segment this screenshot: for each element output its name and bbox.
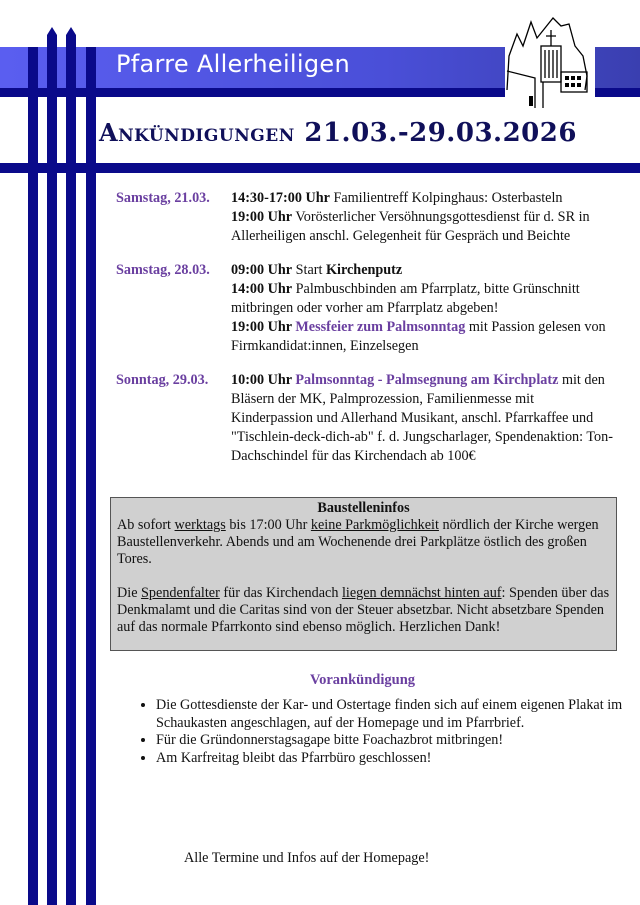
- event-day: [116, 189, 616, 247]
- decor-bar: [28, 47, 38, 905]
- decor-bar: [47, 27, 57, 905]
- event-text: Start: [292, 261, 326, 278]
- title-prefix: Ankündigungen: [99, 118, 295, 147]
- event-date: Samstag, 21.03.: [116, 190, 210, 206]
- heading-underline: [0, 163, 640, 173]
- church-logo-icon: [505, 16, 595, 108]
- page-title: [99, 118, 577, 148]
- event-text: mit Passion gelesen von Firmkandidat:innen, Einzelsegen: [231, 319, 606, 355]
- footer-note: Alle Termine und Infos auf der Homepage!: [184, 850, 430, 866]
- event-text: Palmbuschbinden am Pfarrplatz, bitte Grünschnitt mitbringen oder vorher am Pfarrplatz abgeben!: [231, 280, 580, 317]
- box-paragraph: Ab sofort werktags bis 17:00 Uhr keine Parkmöglichkeit nördlich der Kirche wergen Baustellenverkehr. Abends und am Wochenende drei Parkplätze östlich des großen Tores.: [117, 517, 599, 567]
- event-day: [116, 371, 616, 467]
- event-time: 14:30-17:00 Uhr: [231, 190, 330, 206]
- event-time: 10:00 Uhr: [231, 371, 292, 388]
- site-title: Pfarre Allerheiligen: [116, 50, 350, 78]
- event-day: [116, 261, 616, 357]
- construction-info-box: [110, 497, 617, 651]
- event-highlight: Messfeier zum Palmsonntag: [291, 319, 466, 336]
- box-title: Baustelleninfos: [317, 500, 410, 516]
- title-dates: 21.03.-29.03.2026: [304, 118, 577, 148]
- event-highlight: Kirchenputz: [325, 261, 403, 278]
- decor-bar: [86, 47, 96, 905]
- event-time: 19:00 Uhr: [231, 209, 293, 226]
- box-paragraph: Die Spendenfalter für das Kirchendach liegen demnächst hinten auf: Spenden über das Denkmalamt und die Caritas sind von der Steuer absetzbar. Nicht absetzbare Spenden auf das normale Pfarrkonto sind ebenso möglich. Herzlichen Dank!: [117, 585, 610, 635]
- events-list: [116, 189, 616, 481]
- event-highlight: Palmsonntag - Palmsegnung am Kirchplatz: [291, 371, 559, 388]
- event-date: Sonntag, 29.03.: [116, 371, 209, 388]
- decor-bar: [66, 27, 76, 905]
- event-time: 14:00 Uhr: [231, 280, 293, 297]
- list-item: • Am Karfreitag bleibt das Pfarrbüro geschlossen!: [156, 750, 626, 768]
- event-time: 19:00 Uhr: [231, 319, 292, 336]
- event-text: Familientreff Kolpinghaus: Osterbasteln: [329, 190, 563, 206]
- event-text: Vorösterlicher Versöhnungsgottesdienst für d. SR in Allerheiligen anschl. Gelegenheit für Gespräch und Beichte: [231, 209, 590, 245]
- preview-list: [136, 697, 626, 767]
- event-time: 09:00 Uhr: [231, 261, 293, 278]
- list-item: • Für die Gründonnerstagsagape bitte Foachazbrot mitbringen!: [156, 732, 626, 750]
- list-item: • Die Gottesdienste der Kar- und Ostertage finden sich auf einem eigenen Plakat im Schaukasten angeschlagen, auf der Homepage und im Pfarrbrief.: [156, 697, 626, 732]
- event-text: mit den Bläsern der MK, Palmprozession, Familienmesse mit Kinderpassion und Allerhand Musikant, anschl. Pfarrkaffee und "Tischlein-deck-dich-ab" f. d. Jungscharlager, Spendenaktion: Ton-Dachschindel für das Kirchendach ab 100€: [231, 371, 613, 465]
- preview-title: Vorankündigung: [309, 672, 416, 688]
- event-date: Samstag, 28.03.: [116, 261, 210, 278]
